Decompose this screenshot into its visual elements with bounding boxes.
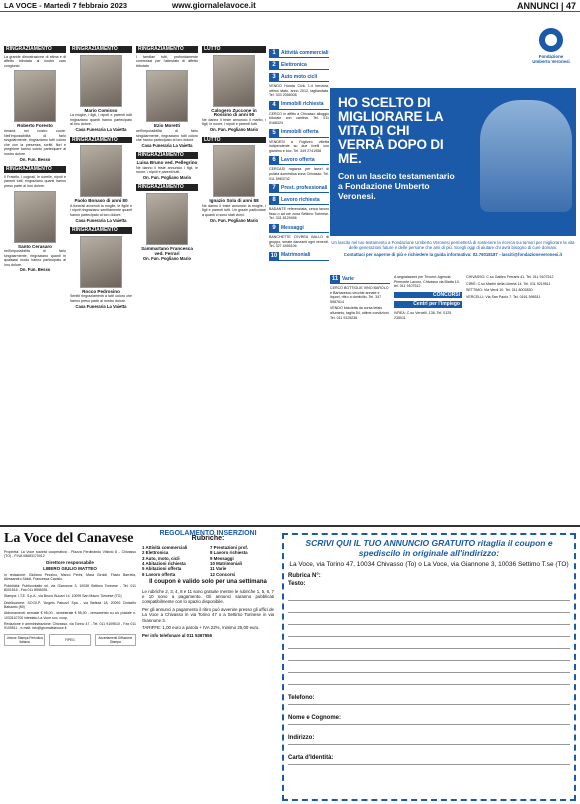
obit-card bbox=[136, 46, 198, 148]
newspaper-date: LA VOCE - Martedì 7 febbraio 2023 bbox=[4, 1, 128, 10]
obit-signature: On. Fun. Pogliano Mario bbox=[209, 217, 259, 223]
varie-column bbox=[330, 275, 390, 322]
obit-heading: LUTTO bbox=[202, 137, 266, 144]
obit-heading: RINGRAZIAMENTO bbox=[4, 46, 66, 53]
obit-card bbox=[4, 166, 66, 273]
category-heading: 6 Lavoro offerta bbox=[269, 156, 329, 165]
rubric-item: 12 Concorsi bbox=[210, 571, 236, 577]
obit-card bbox=[136, 184, 198, 261]
phone-field[interactable]: Telefono: bbox=[288, 691, 570, 705]
classified-ad: VENDO bicicletta da corsa telaio alluminio, taglia 54, ottime condizioni. Tel. 011 9125236 bbox=[330, 306, 390, 320]
classified-ad: BADANTE referenziata, cerca lavoro fisso o ad ore zona Settimo Torinese. Tel. 331 8129456 bbox=[269, 207, 329, 221]
ad-text-lines[interactable] bbox=[288, 589, 570, 685]
classified-ad: A segnalazioni per Tirocini: Agenzia Piemonte Lavoro, Chivasso via Blatta 10, tel. 011 9107512 bbox=[394, 275, 460, 289]
centri-column bbox=[466, 275, 576, 301]
coupon-heading: SCRIVI QUI IL TUO ANNUNCIO GRATUITO ritaglia il coupon e spediscilo in originale all'indirizzo: bbox=[305, 538, 553, 558]
obit-heading: RINGRAZIAMENTO bbox=[70, 137, 132, 144]
obit-signature: On. Fun. Pogliano Mario bbox=[142, 256, 192, 262]
obit-name: Calogero Zuccone in Rossino di anni 90 bbox=[211, 107, 257, 118]
rubric-item: 5 Abitazioni offerta bbox=[142, 566, 182, 572]
concorsi-heading: CONCORSI bbox=[394, 292, 462, 299]
page-header bbox=[0, 0, 580, 12]
association-logos bbox=[4, 634, 136, 646]
obit-text: La moglie, i figli, i nipoti e parenti tutti ringraziano quanti hanno partecipato al loro dolore. bbox=[70, 113, 132, 127]
category-heading: 5 Immobili offerta bbox=[269, 129, 329, 138]
obit-name: Ignazio Sola di anni 88 bbox=[209, 198, 259, 204]
text-label: Testo: bbox=[288, 581, 306, 587]
obit-photo bbox=[14, 70, 56, 122]
category-heading: 2 Elettronica bbox=[269, 61, 329, 70]
obit-name: Santo Cerasaro bbox=[18, 243, 52, 249]
obit-card bbox=[70, 227, 132, 309]
obit-text: Ne danno il triste annuncio il marito, i figli, le nuore, i nipoti e parenti tutti. bbox=[202, 117, 266, 127]
obit-heading: RINGRAZIAMENTO bbox=[70, 46, 132, 53]
rubric-number-field[interactable]: Rubrica N°: bbox=[288, 573, 321, 579]
foundation-text: Un lascito nel tuo testamento a Fondazione Umberto Veronesi permetterà di sostenere la ricerca sui tumori per migliorare la vita delle generazioni future e delle persone che ami di più. Scegli oggi di aiutare chi avrà bisogno di cure domani. Contattaci per saperne di più e richiedere la guida informativa: 02.76018187 - lasciti@fondazioneveronesi.it bbox=[331, 240, 575, 258]
obit-card bbox=[202, 46, 266, 133]
rules-validity: Il coupon è valido solo per una settimana bbox=[149, 579, 267, 586]
foundation-logo: Fondazione Umberto Veronesi bbox=[531, 28, 571, 64]
obit-column-3 bbox=[136, 46, 198, 524]
obit-name: Paolo Bonaso di anni 80 bbox=[74, 198, 128, 204]
hand-photo-icon bbox=[480, 100, 572, 212]
classified-ad: VENDO Honda Civic 1.4 benzina, ottimo stato, anno 2012, tagliandata. Tel. 333 2056008 bbox=[269, 84, 329, 98]
obit-card bbox=[136, 152, 198, 180]
classified-ad: CHIVASSO: C.so Galileo Ferraris 41. Tel. 011 9107512 bbox=[466, 275, 554, 279]
coupon-form bbox=[282, 533, 576, 801]
obit-photo bbox=[146, 70, 188, 122]
name-field[interactable]: Nome e Cognome: bbox=[288, 711, 570, 725]
obit-heading: RINGRAZIAMENTO bbox=[70, 227, 132, 234]
category-heading: 8 Lavoro richiesta bbox=[269, 196, 329, 205]
ads-logo: Accertamenti Diffusione Stampa bbox=[95, 634, 136, 646]
obit-text: Il Fratello, i cognati, le sorelle, nipoti e parenti tutti, ringraziano quanti hanno preso parte al loro dolore. bbox=[4, 174, 66, 188]
rules-title: REGOLAMENTO INSERZIONI bbox=[159, 530, 257, 537]
coupon-address: La Voce, via Torino 47, 10034 Chivasso (To) o La Voce, via Giannone 3, 10036 Settimo T.se (TO) bbox=[289, 561, 569, 568]
category-heading: 7 Prest. professionali bbox=[269, 184, 329, 193]
rubric-item: 8 Lavoro richiesta bbox=[210, 550, 248, 556]
obit-name: Ezio Moretti bbox=[153, 123, 181, 129]
rubric-item: 1 Attività commerciali bbox=[142, 544, 188, 550]
obit-signature: On. Fun. Pogliano Mario bbox=[142, 174, 192, 180]
rubric-item: 7 Prestazioni prof. bbox=[210, 544, 249, 550]
classified-ad: IVREA: C.so Vercelli, 138. Tel. 0125 235011 bbox=[394, 310, 452, 320]
address-field[interactable]: Indirizzo: bbox=[288, 731, 570, 745]
obit-text: Ne danno il triste annuncio la moglie, i figli e parenti tutti. Un grazie particolare a quanti ci sono stati vicini. bbox=[202, 203, 266, 217]
obit-heading: RINGRAZIAMENTO bbox=[136, 46, 198, 53]
obit-column-1 bbox=[4, 46, 66, 524]
obit-name: Luisa Bruno ved. Pellegrino bbox=[136, 159, 198, 165]
rubric-item: 11 Varie bbox=[210, 566, 227, 572]
obit-photo bbox=[146, 193, 188, 245]
obit-text: Ne danno il triste annuncio i figli, le nuore, i nipoti e parenti tutti. bbox=[136, 165, 198, 175]
obit-card bbox=[202, 137, 266, 224]
obit-column-4 bbox=[202, 46, 266, 524]
rubric-item: 9 Messaggi bbox=[210, 555, 234, 561]
classified-ad: CIRIÈ: C.so Martiri della Libertà 14. Tel. 011 9219511 bbox=[466, 281, 551, 286]
obit-signature: On. Fun. Pogliano Mario bbox=[209, 126, 259, 132]
obit-text: I familiari tutti, profondamente commossi per l'attestato di affetto tributato bbox=[136, 54, 198, 68]
obit-heading: RINGRAZIAMENTO bbox=[136, 152, 198, 159]
obit-photo bbox=[213, 55, 255, 107]
obit-signature: On. Fun. Besso bbox=[19, 267, 51, 273]
obit-signature: Casa Funeraria La Vaietta bbox=[141, 142, 193, 148]
category-heading: 1 Attività commerciali bbox=[269, 49, 329, 58]
rubric-item: 4 Abitazioni richiesta bbox=[142, 561, 186, 567]
obit-card bbox=[70, 137, 132, 224]
obit-heading: RINGRAZIAMENTO bbox=[4, 166, 66, 173]
category-heading: 11 Varie bbox=[330, 275, 390, 284]
obit-text: nell'impossibilità di farlo singolarmente, ringraziano quanti in qualsiasi modo hanno partecipato al loro dolore. bbox=[4, 249, 66, 267]
classified-ad: VERCELLI: Via San Paolo 7. Tel. 0161 596511 bbox=[466, 294, 541, 299]
category-heading: 10 Matrimoniali bbox=[269, 252, 329, 261]
obit-card bbox=[70, 46, 132, 133]
obit-name: Roberto Foresto bbox=[17, 123, 53, 129]
obit-card bbox=[4, 46, 66, 162]
classified-ad: CERCO BOTTIGLIE VINO BAROLO e Barbaresco vecchie annate e liquori, ritiro a domicilio. Tel. 347 5987614 bbox=[330, 286, 389, 304]
masthead-title: La Voce del Canavese bbox=[4, 531, 134, 546]
obit-photo bbox=[80, 145, 122, 197]
obit-signature: Casa Funeraria La Vaietta bbox=[75, 303, 127, 309]
foundation-advert bbox=[330, 88, 576, 236]
obit-signature: Casa Funeraria La Vaietta bbox=[75, 217, 127, 223]
fipeg-logo: FIPEG bbox=[49, 634, 90, 646]
rules-box: REGOLAMENTO INSERZIONI Rubriche: 1 Attività commerciali 2 Elettronica 3 Auto, moto, cicli 4 Abitazioni richiesta 5 Abitazioni offerta 6 Lavoro offerta 7 Prestazioni prof. 8 Lavoro richiesta 9 Messaggi 10 Matrimoniali 11 Varie 12 Concorsi Il coupon è valido solo per una settimana Le rubriche 2, 3, 4, 8 e 11 sono gratuite mentre le rubriche 1, 5, 6, 7 e 10 sono a pagamento. Gli annunci saranno pubblicati compatibilmente con lo spazio disponibile. Per gli annunci a pagamento il ritiro può avvenire presso gli uffici de La Voce a Chivasso in via Torino 47 o a Settimo Torinese in via Giannone 3. TARIFFE: 1,00 euro a parola + IVA 22%, minimo 25,00 euro. Per info telefonare al 011 5367556 bbox=[142, 530, 274, 638]
obit-text: La grande dimostrazione di stima e di affetto tributata al nostro caro congiunto bbox=[4, 54, 66, 68]
obit-heading: RINGRAZIAMENTO bbox=[136, 184, 198, 191]
rubric-item: 6 Lavoro offerta bbox=[142, 571, 176, 577]
obit-heading: LUTTO bbox=[202, 46, 266, 53]
obit-column-2 bbox=[70, 46, 132, 524]
obit-text: nell'impossibilità di farlo singolarmente, ringraziano tutti coloro che hanno partecipato al loro dolore. bbox=[136, 128, 198, 143]
obit-text: rimarrà nel nostro cuore. Nell'impossibilità di farlo singolarmente, ringraziamo tutti coloro che con la presenza, scritti, fiori e preghiere hanno voluto partecipare al nostro dolore. bbox=[4, 128, 66, 156]
category-heading: 9 Messaggi bbox=[269, 224, 329, 233]
classifieds-column bbox=[269, 46, 329, 524]
category-heading: 4 Immobili richiesta bbox=[269, 101, 329, 110]
obit-photo bbox=[14, 191, 56, 243]
website-url[interactable]: www.giornalelavoce.it bbox=[172, 1, 256, 10]
obit-photo bbox=[80, 236, 122, 288]
masthead: La Voce del Canavese Proprietà: La Voce società cooperativa - Piazza Ferdinando Vittorio 8 - Chivasso (TO) - P.IVA 08683170012 Direttore responsabile LIBERO GIULIO MATTEO In redazione: Giuliano Pezzino, Marco Perini, Mara Giroldi, Flavio Barrella, Alessandro Sidoli, Francesca Cavallo. Pubblicità: Publicontatto srl, via Giannone 3, 10036 Settimo Torinese - Tel. 011 8001515 - Fax 011 8955051 Stampa: I.T.E. S.p.A., via Bruno Buozzi 14, 10099 San Mauro Torinese (TO) Distribuzione: SO.DI.P. 'Angelo Patuzzi' Spa - via Bettola 18, 20092 Cinisello Balsamo (MI) Abbonamenti: annuale € 95,00 - semestrale € 55,00 - versamento su c/c postale n. 1033110700 intestato La Voce soc. coop. Redazione e amministrazione: Chivasso, via Torino 47 - Tel. 011 9109510 - Fax 011 9109511 - e-mail: info@giornalelavoce.it Unione Stampa Periodica Italiana FIPEG Accertamenti Diffusione Stampa bbox=[4, 531, 136, 645]
advert-subheadline: Con un lascito testamentario a Fondazione Umberto Veronesi. bbox=[338, 171, 455, 201]
obit-text: Sentiti ringraziamenti a tutti coloro che hanno preso parte al nostro dolore. bbox=[70, 294, 132, 303]
concorsi-column bbox=[394, 275, 462, 322]
obit-name: Sammartano Francesca ved. Ferrari bbox=[141, 245, 193, 256]
obit-name: Mario Comisso bbox=[84, 107, 118, 113]
obit-name: Rocco Pedrosino bbox=[82, 288, 120, 294]
section-page-number: ANNUNCI | 47 bbox=[516, 0, 576, 11]
obit-signature: On. Fun. Besso bbox=[19, 156, 51, 162]
obit-photo bbox=[80, 55, 122, 107]
category-heading: 3 Auto moto cicli bbox=[269, 73, 329, 82]
uspi-logo: Unione Stampa Periodica Italiana bbox=[4, 634, 45, 646]
bottom-band bbox=[0, 525, 580, 804]
obit-signature: Casa Funeraria La Vaietta bbox=[75, 126, 127, 132]
classified-ad: CERCASI ragazza per lavori di pulizia domestica zona Chivasso. Tel. 011 5963742 bbox=[269, 167, 329, 181]
id-card-field[interactable]: Carta d'Identità: bbox=[288, 751, 570, 765]
obit-text: A funerali avvenuti la moglie, le figlie e i nipoti ringraziano sentitamente quanti hanno partecipato al loro dolore. bbox=[70, 203, 132, 217]
rubric-item: 3 Auto, moto, cicli bbox=[142, 555, 180, 561]
foundation-logo-icon bbox=[539, 28, 563, 52]
foundation-contact[interactable]: Contattaci per saperne di più e richiedere la guida informativa: 02.76018187 - lasciti@fondazioneveronesi.it bbox=[343, 252, 563, 258]
rubric-list bbox=[142, 545, 274, 577]
centri-impiego-heading: Centri per l'impiego bbox=[394, 301, 462, 308]
rubric-item: 2 Elettronica bbox=[142, 550, 169, 556]
classified-ad: BANCHETTE D'IVREA BALLO di gruppo, serate danzanti ogni venerdì. Tel. 327 4455106 bbox=[269, 234, 329, 249]
rubric-item: 10 Matrimoniali bbox=[210, 561, 242, 567]
advert-headline: HO SCELTO DI MIGLIORARE LA VITA DI CHI VERRÀ DOPO DI ME. bbox=[338, 95, 444, 166]
classified-ad: VENDESI a Foglizzo villetta indipendente su due livelli con giardino e box. Tel. 349 2741958 bbox=[269, 139, 329, 153]
obit-photo bbox=[213, 145, 255, 197]
classified-ad: CERCO in affitto a Chivasso alloggio bilocale con cantina. Tel. 011 9168324 bbox=[269, 111, 329, 125]
classified-ad: SETTIMO: Via Verdi 10. Tel. 011 8002830 bbox=[466, 288, 533, 293]
